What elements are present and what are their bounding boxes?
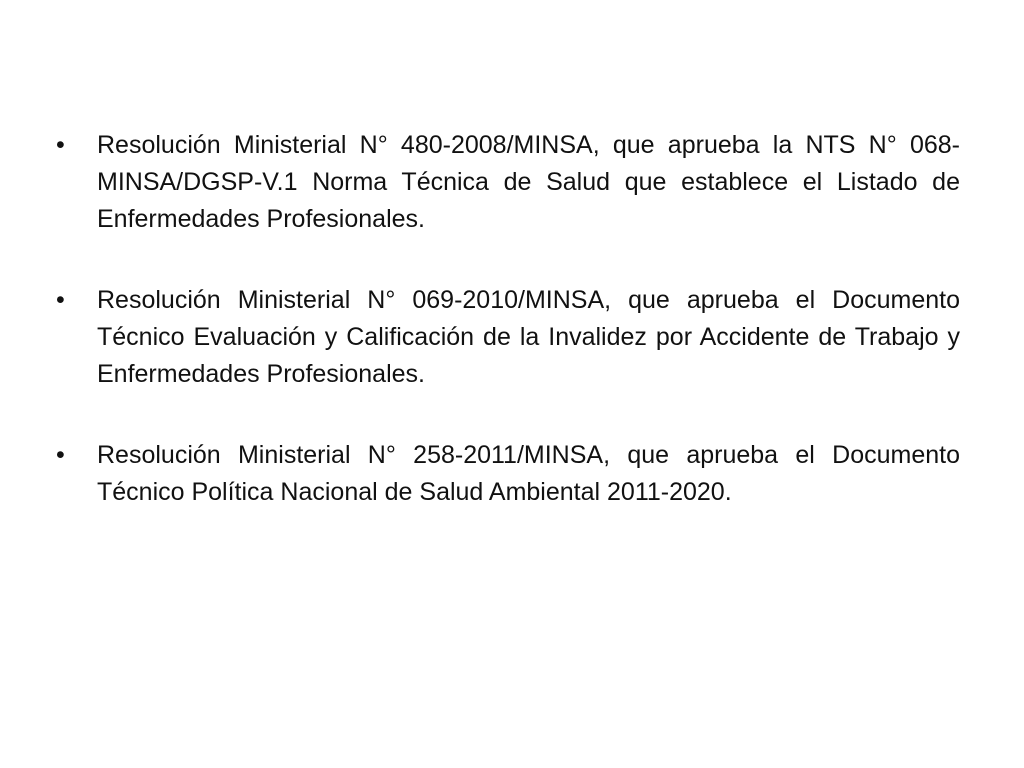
bullet-item-1 — [56, 127, 960, 238]
bullet-icon: • — [56, 286, 65, 314]
bullet-icon: • — [56, 131, 65, 159]
bullet-list — [56, 127, 960, 555]
bullet-text: Resolución Ministerial N° 258-2011/MINSA, que aprueba el Documento Técnico Política Nacional de Salud Ambiental 2011-2020. — [97, 441, 960, 506]
bullet-item-2 — [56, 282, 960, 393]
bullet-text: Resolución Ministerial N° 069-2010/MINSA, que aprueba el Documento Técnico Evaluación y Calificación de la Invalidez por Accidente de Trabajo y Enfermedades Profesionales. — [97, 286, 960, 388]
bullet-text: Resolución Ministerial N° 480-2008/MINSA, que aprueba la NTS N° 068-MINSA/DGSP-V.1 Norma Técnica de Salud que establece el Listado de Enfermedades Profesionales. — [97, 131, 960, 233]
bullet-icon: • — [56, 441, 65, 469]
bullet-item-3 — [56, 437, 960, 511]
